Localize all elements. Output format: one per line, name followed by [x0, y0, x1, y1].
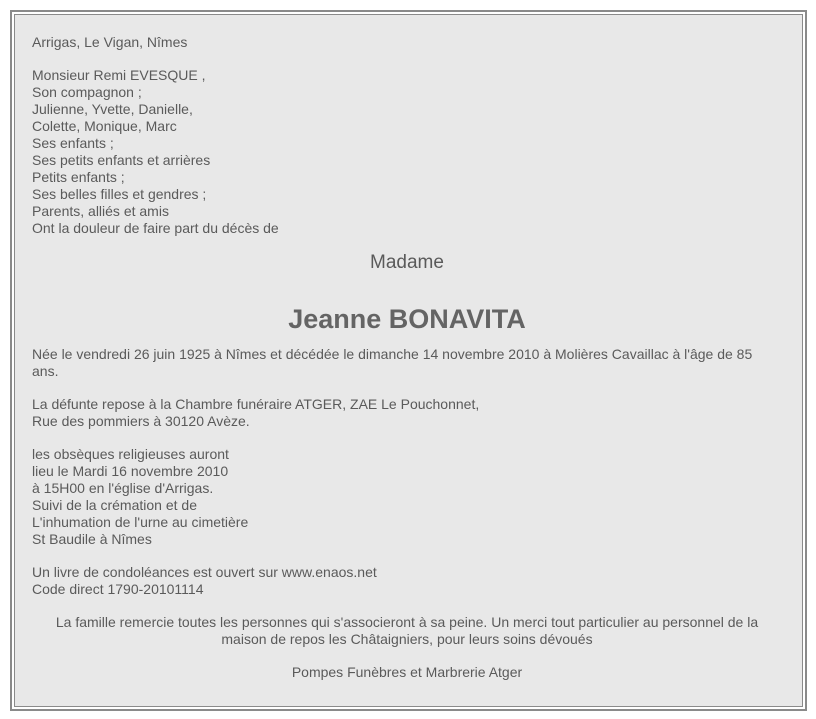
salutation: Madame: [370, 252, 444, 273]
birth-death-details: Née le vendredi 26 juin 1925 à Nîmes et décédée le dimanche 14 novembre 2010 à Molières Cavaillac à l'âge de 85 ans.: [32, 346, 753, 379]
family-line: Son compagnon ;: [32, 84, 142, 100]
family-line: Ses petits enfants et arrières: [32, 152, 211, 168]
funeral-line: à 15H00 en l'église d'Arrigas.: [32, 480, 214, 496]
family-line: Monsieur Remi EVESQUE ,: [32, 67, 206, 83]
notice-outer-frame: [10, 10, 807, 711]
family-line: Ses belles filles et gendres ;: [32, 186, 207, 202]
rest-location: [32, 396, 782, 430]
funeral-line: Suivi de la crémation et de: [32, 497, 197, 513]
obituary-notice: [32, 34, 782, 681]
rest-line: La défunte repose à la Chambre funéraire ATGER, ZAE Le Pouchonnet,: [32, 396, 480, 412]
funeral-line: L'inhumation de l'urne au cimetière: [32, 514, 249, 530]
family-list: [32, 67, 782, 237]
family-line: Ont la douleur de faire part du décès de: [32, 220, 279, 236]
funeral-line: les obsèques religieuses auront: [32, 446, 229, 462]
family-line: Julienne, Yvette, Danielle,: [32, 101, 193, 117]
notice-inner-frame: [14, 14, 803, 707]
family-line: Colette, Monique, Marc: [32, 118, 177, 134]
rest-line: Rue des pommiers à 30120 Avèze.: [32, 413, 250, 429]
family-line: Petits enfants ;: [32, 169, 125, 185]
funeral-line: lieu le Mardi 16 novembre 2010: [32, 463, 229, 479]
family-line: Ses enfants ;: [32, 135, 114, 151]
condolence-line: Code direct 1790-20101114: [32, 581, 204, 597]
funeral-details: [32, 446, 782, 548]
condolence-info: [32, 564, 782, 598]
family-line: Parents, alliés et amis: [32, 203, 169, 219]
location-line: Arrigas, Le Vigan, Nîmes: [32, 34, 188, 50]
thanks-message: La famille remercie toutes les personnes qui s'associeront à sa peine. Un merci tout particulier au personnel de la maison de repos les Châtaigniers, pour leurs soins dévoués: [55, 614, 759, 647]
funeral-line: St Baudile à Nîmes: [32, 531, 152, 547]
deceased-name: Jeanne BONAVITA: [288, 304, 526, 334]
condolence-line: Un livre de condoléances est ouvert sur www.enaos.net: [32, 564, 377, 580]
funeral-home: Pompes Funèbres et Marbrerie Atger: [291, 664, 523, 680]
